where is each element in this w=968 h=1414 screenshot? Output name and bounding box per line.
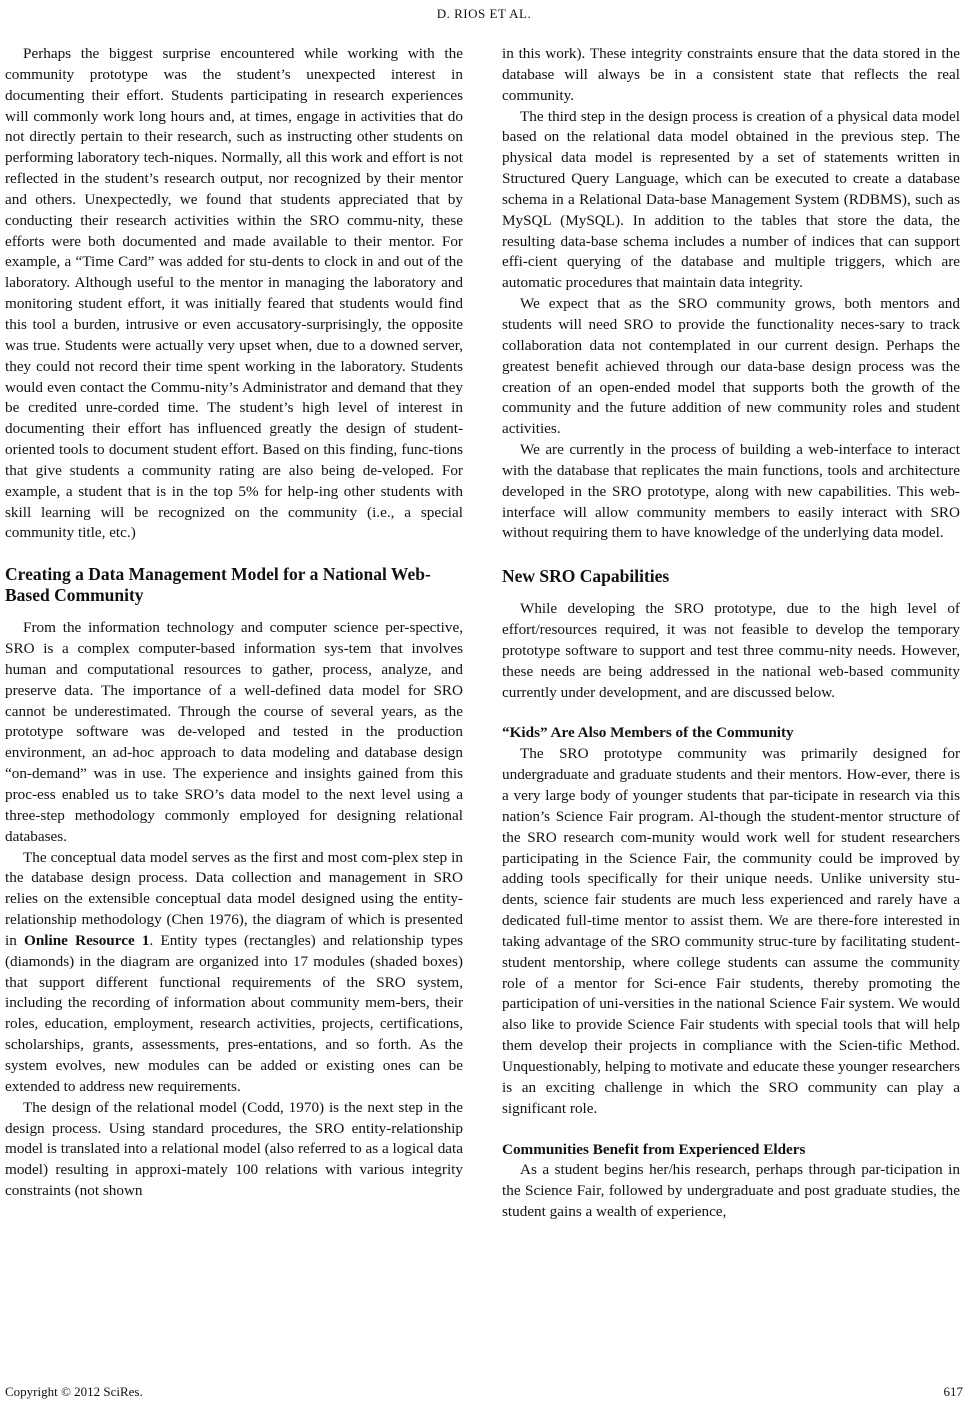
section-heading: Creating a Data Management Model for a National Web-Based Community bbox=[5, 564, 431, 606]
online-resource-link[interactable]: Online Resource 1 bbox=[24, 931, 150, 949]
paragraph-text: The conceptual data model serves as the first and most com-plex step in the database design process. Data collection and management in SRO relies on the extensible conceptual data model designed using the entity-relationship methodology (Chen 1976), the diagram of which is presented in bbox=[5, 848, 463, 949]
paragraph: We are currently in the process of building a web-interface to interact with the database that replicates the main functions, tools and architecture developed in the SRO prototype, along with new capabilities. This web-interface will allow community members to easily interact with SRO without requiring them to have knowledge of the underlying data model. bbox=[502, 441, 960, 542]
section-heading: New SRO Capabilities bbox=[502, 566, 670, 587]
paragraph: The third step in the design process is creation of a physical data model based on the relational data model obtained in the previous step. The physical data model is represented by a set of statements written in Structured Query Language, which can be executed to create a database schema in a Relational Data-base Management System (RDBMS), such as MySQL (MySQL). In addition to the tables that store the data, the resulting data-base schema includes a number of indices that can support effi-cient querying of the database and multiple triggers, which are automatic procedures that maintain data integrity. bbox=[502, 107, 960, 292]
paragraph: While developing the SRO prototype, due to the high level of effort/resources required, it was not feasible to develop the temporary prototype software to support and test three commu-nity needs. However, these needs are being addressed in the national web-based community currently under development, and are discussed below. bbox=[502, 600, 960, 701]
paragraph: Perhaps the biggest surprise encountered while working with the community prototype was the student’s unexpected interest in documenting their effort. Students participating in research experiences will commonly work long hours and, at times, engage in activities that do not directly pertain to their research, such as instructing other students on performing laboratory tech-niques. Normally, all this work and effort is not reflected in the student’s research output, nor recognized by their mentor and others. Unexpectedly, we found that students appreciated that by conducting their research activities within the SRO commu-nity, these efforts were both documented and made available to their mentor. For example, a “Time Card” was added for stu-dents to clock in and out of the laboratory. Although useful to the mentor in managing the laboratory and monitoring student effort, it was initially feared that students would find this tool a burden, intrusive or even accusatory-surprisingly, the opposite was true. Students were actually very upset when, due to a downed server, they could not record their time spent working in the laboratory. Students would even contact the Commu-nity’s Administrator and demand that they be credited unre-corded time. The student’s high level of interest in documenting their effort has influenced greatly the design of student-oriented tools to document student effort. Based on this finding, func-tions that give students a community rating are also being de-veloped. For example, a student that is in the top 5% for help-ing other students with skill learning will be recognized on the community (i.e., a special community title, etc.) bbox=[5, 45, 463, 542]
paragraph: in this work). These integrity constraints ensure that the data stored in the database will always be in a consistent state that reflects the real community. bbox=[502, 45, 960, 104]
right-column bbox=[502, 44, 960, 1223]
page-number: 617 bbox=[943, 1384, 963, 1399]
subsection-heading: Communities Benefit from Experienced Elders bbox=[502, 1140, 806, 1158]
paragraph bbox=[5, 848, 463, 1098]
copyright-notice: Copyright © 2012 SciRes. bbox=[5, 1384, 143, 1399]
paragraph: As a student begins her/his research, perhaps through par-ticipation in the Science Fair, followed by undergraduate and post graduate studies, the student gains a wealth of experience, bbox=[502, 1161, 960, 1221]
paragraph-text: . Entity types (rectangles) and relationship types (diamonds) in the diagram are organized into 17 modules (shaded boxes) that support different functional requirements of the SRO system, including the recording of information about community mem-bers, their roles, education, employment, research activities, projects, certifications, scholarships, grants, assessments, pres-entations, and so forth. As the system evolves, new modules can be added or existing ones can be extended to address new requirements. bbox=[5, 931, 463, 1095]
subsection-heading: “Kids” Are Also Members of the Community bbox=[502, 724, 794, 742]
paragraph: The SRO prototype community was primarily designed for undergraduate and graduate students and their mentors. How-ever, there is a very large body of younger students that par-ticipate in research via this nation’s Science Fair program. Al-though the student-mentor structure of the SRO research com-munity would work well for student researchers participating in the Science Fair, the community could be improved by adding tools specifically for their unique needs. Unlike university stu-dents, science fair students are much less experienced and rarely have a dedicated full-time mentor to assist them. We are there-fore interested in taking advantage of the SRO community struc-ture by facilitating student-student mentorship, where college students can assume the community role of a mentor for Sci-ence Fair students, thereby promoting the participation of uni-versities in the national Science Fair system. We would also like to provide Science Fair students with special tools that will help them develop their projects in compliance with the Scien-tific Method. Unquestionably, helping to motivate and educate these younger researchers is an exciting challenge in which the SRO community can play a significant role. bbox=[502, 745, 960, 1117]
running-head: D. RIOS ET AL. bbox=[436, 6, 532, 21]
paragraph: The design of the relational model (Codd, 1970) is the next step in the design process. Using standard procedures, the SRO entity-relationship model is translated into a relational model (also referred to as a logical data model) resulting in approxi-mately 100 relations with various integrity constraints (not shown bbox=[5, 1098, 463, 1200]
left-column bbox=[5, 44, 463, 1202]
paragraph: We expect that as the SRO community grows, both mentors and students will need SRO to provide the functionality neces-sary to track collaboration data not contemplated in our current design. Perhaps the greatest benefit achieved through our data-base design process was the creation of an open-ended model that supports both the growth of the community and the future addition of new community roles and student activities. bbox=[502, 295, 960, 438]
paragraph: From the information technology and computer science per-spective, SRO is a complex computer-based information sys-tem that involves human and computational resources to gather, process, analyze, and preserve data. The importance of a well-defined data model for SRO cannot be underestimated. Through the course of several years, as the prototype software was de-veloped and tested in the production environment, an ad-hoc approach to data modeling and database design “on-demand” was in use. The experience and insights gained from this proc-ess enabled us to take SRO’s data model to the next level using a three-step methodology commonly employed for designing relational databases. bbox=[5, 619, 463, 845]
